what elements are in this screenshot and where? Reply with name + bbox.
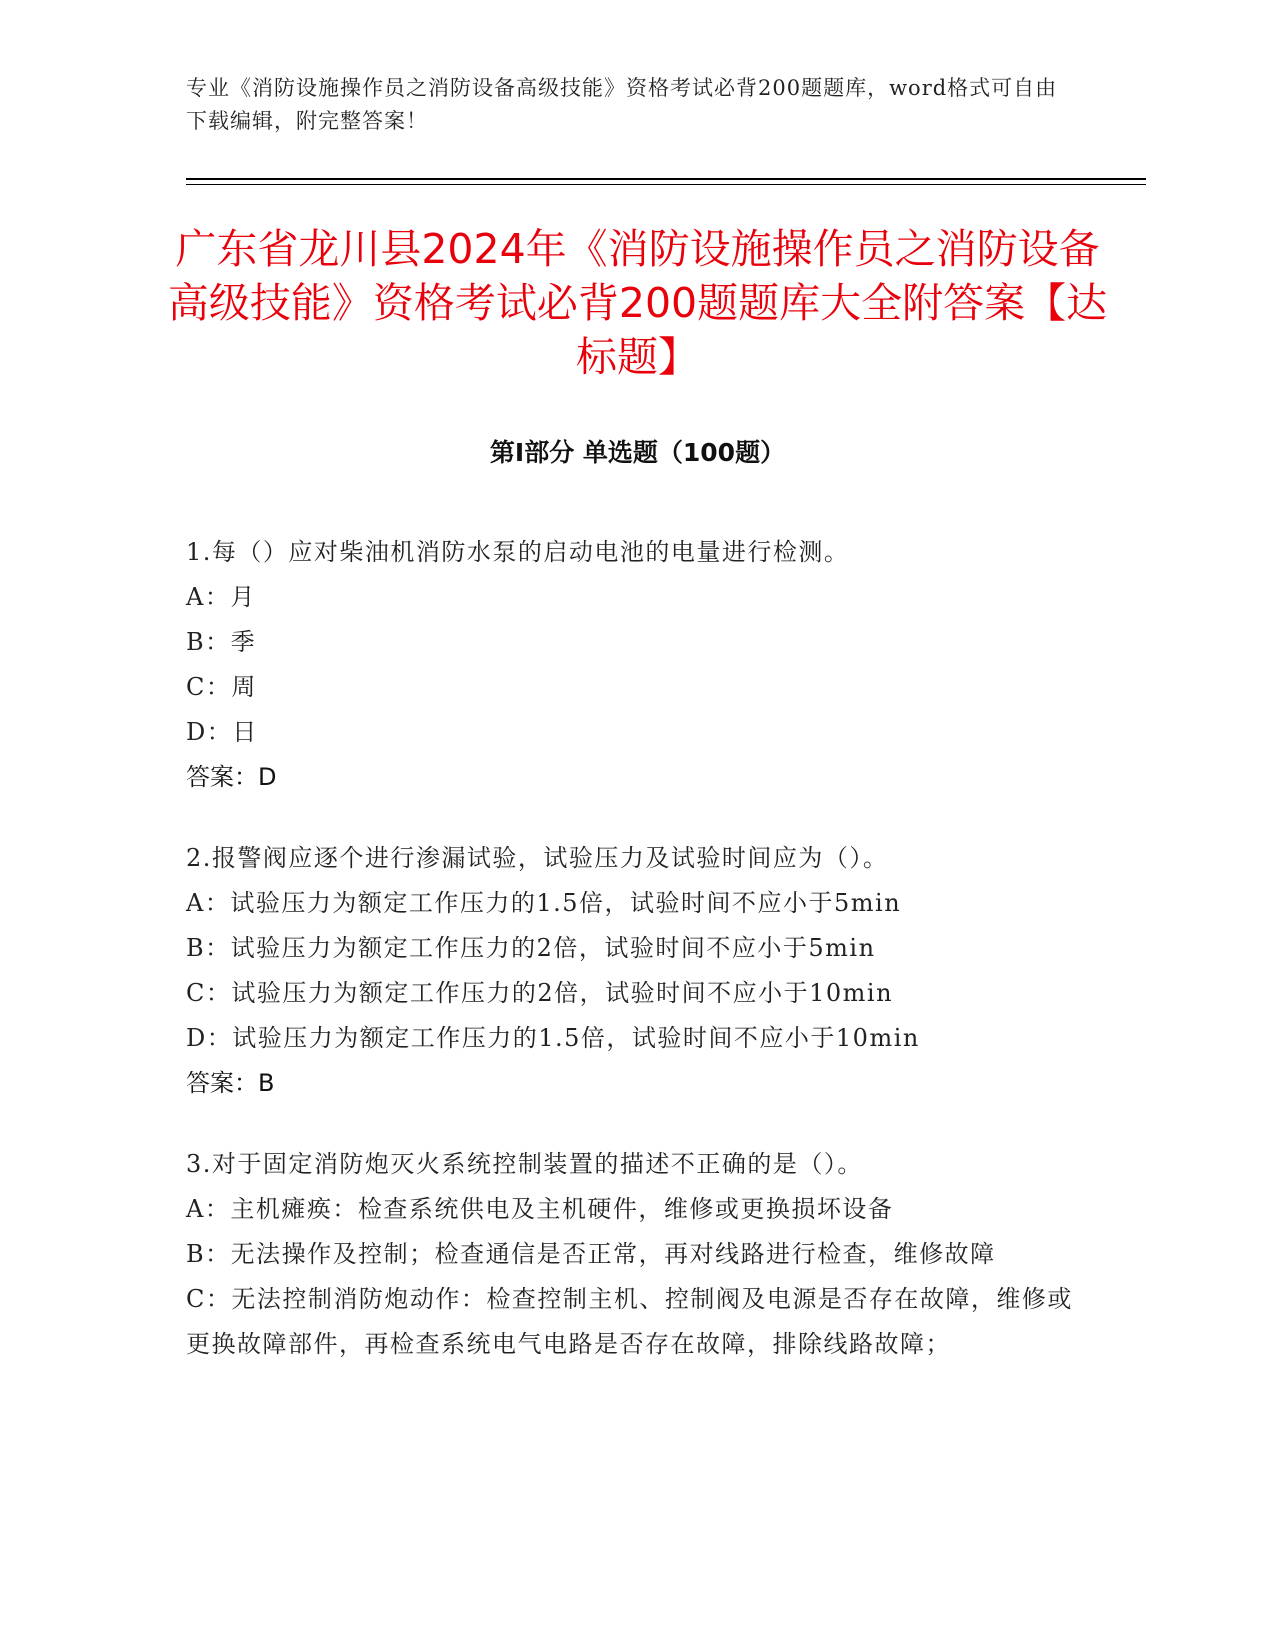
question-stem: 1.每（）应对柴油机消防水泵的启动电池的电量进行检测。 [186,538,850,566]
answer: 答案：B [186,1069,275,1097]
question-stem: 3.对于固定消防炮灭火系统控制装置的描述不正确的是（）。 [186,1150,863,1178]
section-title: 第I部分 单选题（100题） [489,438,786,467]
option-a: A：月 [186,583,256,611]
option-d: D：试验压力为额定工作压力的1.5倍，试验时间不应小于10min [186,1024,920,1052]
question-stem: 2.报警阀应逐个进行渗漏试验，试验压力及试验时间应为（）。 [186,844,889,872]
option-b: B：试验压力为额定工作压力的2倍，试验时间不应小于5min [186,934,876,962]
header-rule-thick [186,178,1146,180]
question-1 [186,530,1076,800]
option-b: B：无法操作及控制；检查通信是否正常，再对线路进行检查，维修故障 [186,1240,996,1268]
header-note: 专业《消防设施操作员之消防设备高级技能》资格考试必背200题题库，word格式可自由下载编辑，附完整答案！ [186,76,1058,133]
option-d: D：日 [186,718,258,746]
option-a: A：主机瘫痪：检查系统供电及主机硬件，维修或更换损坏设备 [186,1195,894,1223]
question-2 [186,836,1076,1106]
option-a: A：试验压力为额定工作压力的1.5倍，试验时间不应小于5min [186,889,902,917]
option-b: B：季 [186,628,257,656]
answer: 答案：D [186,763,277,791]
header-rule-thin [186,184,1146,185]
question-list [186,530,1076,1403]
option-c: C：周 [186,673,257,701]
option-c: C：试验压力为额定工作压力的2倍，试验时间不应小于10min [186,979,894,1007]
question-3 [186,1142,1076,1367]
document-title: 广东省龙川县2024年《消防设施操作员之消防设备高级技能》资格考试必背200题题库大全附答案【达标题】 [167,225,1108,381]
option-c: C：无法控制消防炮动作：检查控制主机、控制阀及电源是否存在故障，维修或更换故障部件，再检查系统电气电路是否存在故障，排除线路故障； [186,1285,1073,1358]
